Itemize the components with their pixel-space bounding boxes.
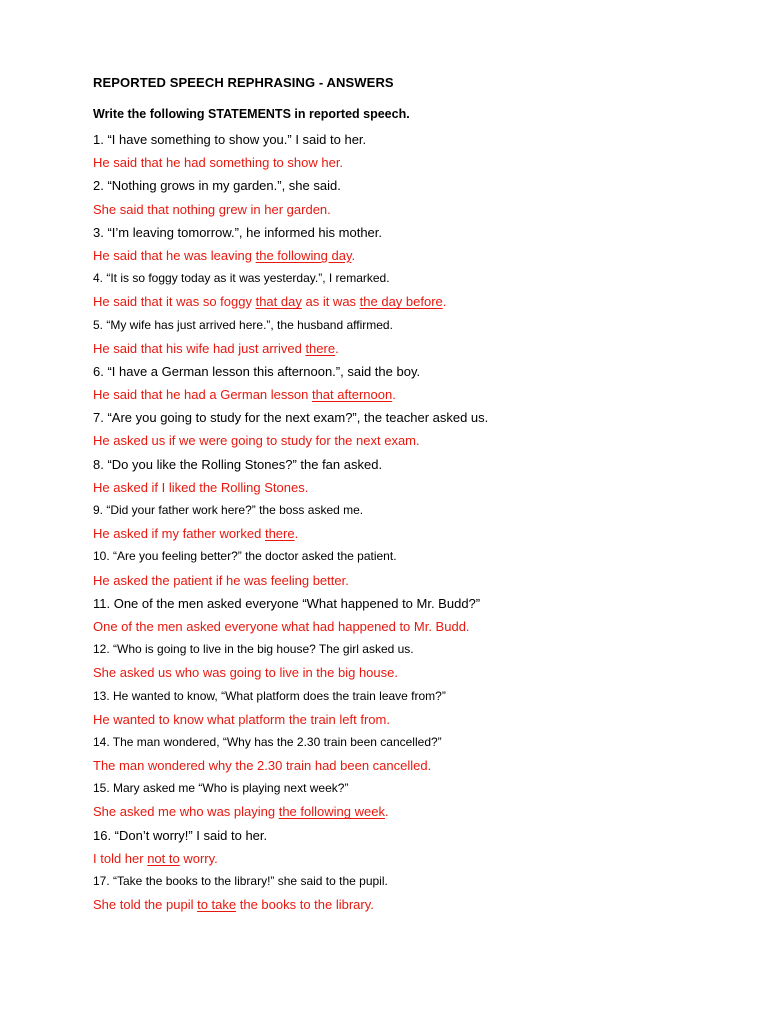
answer-text: One of the men asked everyone what had happened to Mr. Budd.	[93, 618, 470, 634]
answer-9	[93, 522, 743, 545]
answer-13	[93, 708, 743, 731]
answer-text: .	[442, 294, 447, 310]
question-9: 9. “Did your father work here?” the boss asked me.	[93, 503, 364, 517]
worksheet-page	[93, 73, 743, 916]
answer-text: as it was	[301, 294, 360, 310]
question-14: 14. The man wondered, “Why has the 2.30 train been cancelled?”	[93, 734, 442, 749]
underlined-phrase: to take	[197, 897, 237, 913]
answer-11	[93, 615, 743, 638]
answer-8	[93, 476, 743, 499]
answer-12	[93, 661, 743, 684]
underlined-phrase: not to	[147, 850, 180, 866]
answer-text: the books to the library.	[236, 897, 374, 913]
question-1: 1. “I have something to show you.” I said to her.	[93, 132, 367, 147]
answer-text: He said that he had something to show her.	[93, 155, 344, 171]
answer-15	[93, 800, 743, 823]
question-3: 3. “I’m leaving tomorrow.”, he informed his mother.	[93, 224, 383, 240]
answer-text: She said that nothing grew in her garden.	[93, 201, 331, 217]
answer-text: .	[351, 247, 356, 263]
answer-text: He said that he was leaving	[93, 247, 256, 263]
question-17: 17. “Take the books to the library!” she said to the pupil.	[93, 874, 388, 888]
answer-text: He asked the patient if he was feeling better.	[93, 572, 349, 588]
answer-16	[93, 847, 743, 870]
question-10: 10. “Are you feeling better?” the doctor asked the patient.	[93, 549, 397, 564]
answer-text: .	[335, 340, 339, 356]
answer-text: He asked if my father worked	[93, 526, 265, 542]
question-13: 13. He wanted to know, “What platform does the train leave from?”	[93, 688, 446, 703]
question-2: 2. “Nothing grows in my garden.”, she said.	[93, 178, 341, 194]
answer-7	[93, 429, 743, 452]
underlined-phrase: the following day	[255, 247, 352, 263]
underlined-phrase: that afternoon	[311, 387, 393, 403]
answer-5	[93, 337, 743, 360]
answer-text: He asked us if we were going to study for the next exam.	[93, 433, 420, 449]
answer-3	[93, 244, 743, 267]
answer-text: He asked if I liked the Rolling Stones.	[93, 479, 309, 495]
answer-text: She told the pupil	[93, 897, 198, 913]
answer-10	[93, 569, 743, 592]
underlined-phrase: the following week	[278, 804, 385, 820]
answer-2	[93, 198, 743, 221]
underlined-phrase: there	[305, 340, 336, 356]
question-15: 15. Mary asked me “Who is playing next week?”	[93, 781, 349, 796]
question-11: 11. One of the men asked everyone “What happened to Mr. Budd?”	[93, 595, 481, 611]
answer-6	[93, 383, 743, 406]
underlined-phrase: there	[264, 526, 295, 542]
answer-text: The man wondered why the 2.30 train had been cancelled.	[93, 758, 432, 774]
question-7: 7. “Are you going to study for the next exam?”, the teacher asked us.	[93, 410, 489, 426]
answer-text: I told her	[93, 850, 148, 866]
question-12: 12. “Who is going to live in the big house? The girl asked us.	[93, 642, 414, 657]
question-4: 4. “It is so foggy today as it was yesterday.”, I remarked.	[93, 271, 390, 286]
answer-14	[93, 754, 743, 777]
answer-text: She asked me who was playing	[93, 804, 279, 820]
answer-text: He said that his wife had just arrived	[93, 340, 306, 356]
answer-text: .	[384, 804, 389, 820]
answer-text: .	[294, 526, 299, 542]
answer-text: .	[392, 387, 396, 403]
answer-text: He said that he had a German lesson	[93, 387, 312, 403]
answer-17	[93, 893, 743, 916]
answer-text: He wanted to know what platform the train left from.	[93, 711, 390, 727]
question-6: 6. “I have a German lesson this afternoon.”, said the boy.	[93, 363, 421, 379]
answer-text: worry.	[179, 850, 218, 866]
underlined-phrase: that day	[255, 294, 302, 310]
answer-text: She asked us who was going to live in the big house.	[93, 665, 398, 681]
question-5: 5. “My wife has just arrived here.”, the husband affirmed.	[93, 317, 393, 332]
answer-1	[93, 151, 743, 174]
instruction-text: Write the following STATEMENTS in reported speech.	[93, 107, 410, 121]
question-8: 8. “Do you like the Rolling Stones?” the fan asked.	[93, 456, 383, 472]
question-16: 16. “Don’t worry!” I said to her.	[93, 827, 268, 843]
page-title: REPORTED SPEECH REPHRASING - ANSWERS	[93, 75, 394, 90]
answer-text: He said that it was so foggy	[93, 294, 256, 310]
answer-4	[93, 290, 743, 313]
exercise-list	[93, 128, 743, 916]
underlined-phrase: the day before	[359, 294, 443, 310]
